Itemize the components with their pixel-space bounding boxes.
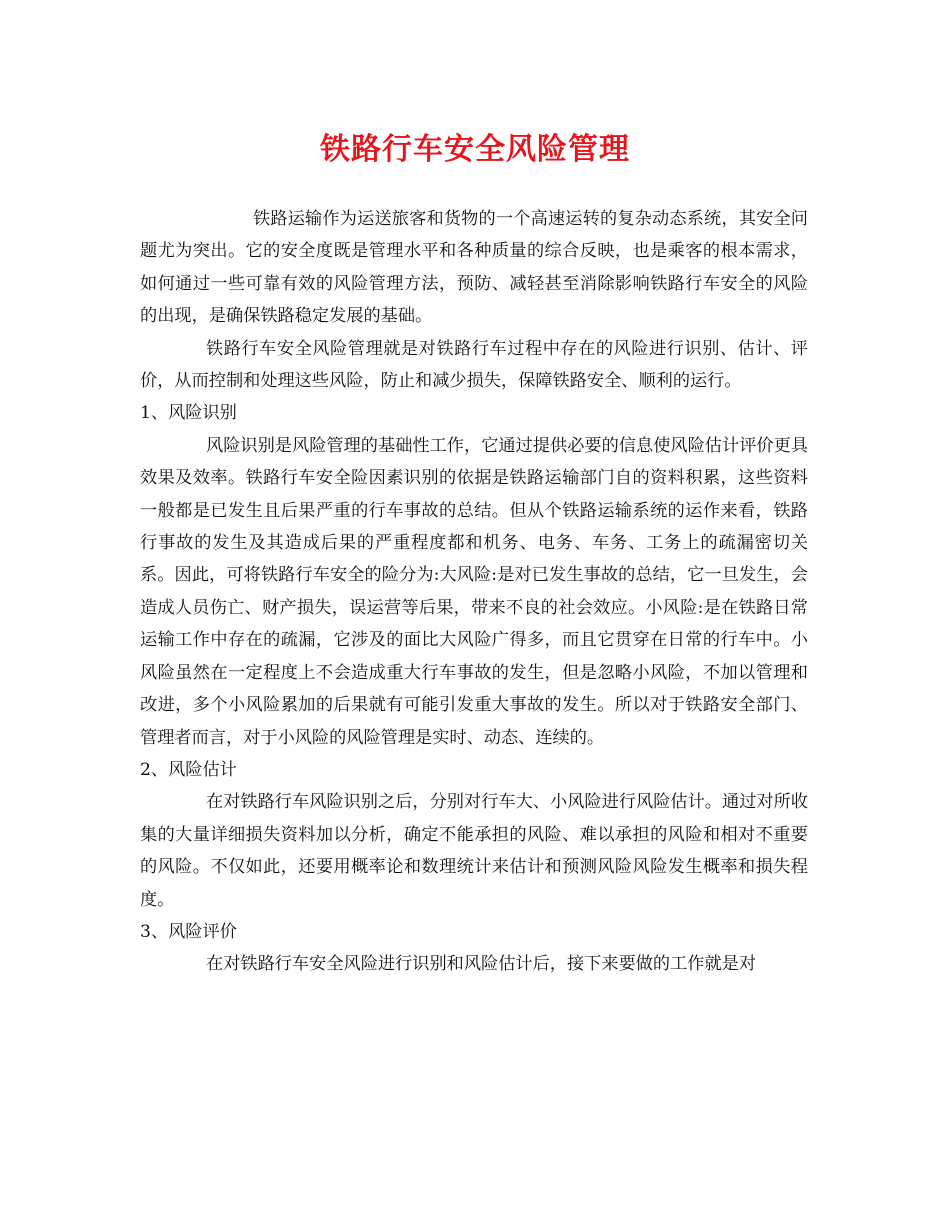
- section-paragraph-risk-estimation: 在对铁路行车风险识别之后，分别对行车大、小风险进行风险估计。通过对所收集的大量详细损失资料加以分析，确定不能承担的风险、难以承担的风险和相对不重要的风险。不仅如此，还要用概率论和数理统计来估计和预测风险风险发生概率和损失程度。: [140, 792, 808, 910]
- intro-paragraph-2: 铁路行车安全风险管理就是对铁路行车过程中存在的风险进行识别、估计、评价，从而控制和处理这些风险，防止和减少损失，保障铁路安全、顺利的运行。: [140, 338, 808, 392]
- intro-paragraph-1: 铁路运输作为运送旅客和货物的一个高速运转的复杂动态系统，其安全问题尤为突出。它的安全度既是管理水平和各种质量的综合反映，也是乘客的根本需求，如何通过一些可靠有效的风险管理方法，预防、减轻甚至消除影响铁路行车安全的风险的出现，是确保铁路稳定发展的基础。: [140, 209, 808, 327]
- section-paragraph-risk-identification: 风险识别是风险管理的基础性工作，它通过提供必要的信息使风险估计评价更具效果及效率。铁路行车安全险因素识别的依据是铁路运输部门自的资料积累，这些资料一般都是已发生且后果严重的行车事故的总结。但从个铁路运输系统的运作来看，铁路行事故的发生及其造成后果的严重程度都和机务、电务、车务、工务上的疏漏密切关系。因此，可将铁路行车安全的险分为:大风险:是对已发生事故的总结，它一旦发生，会造成人员伤亡、财产损失，误运营等后果，带来不良的社会效应。小风险:是在铁路日常运输工作中存在的疏漏，它涉及的面比大风险广得多，而且它贯穿在日常的行车中。小风险虽然在一定程度上不会造成重大行车事故的发生，但是忽略小风险，不加以管理和改进，多个小风险累加的后果就有可能引发重大事故的发生。所以对于铁路安全部门、管理者而言，对于小风险的风险管理是实时、动态、连续的。: [140, 435, 808, 748]
- section-heading-risk-identification: 1、风险识别: [140, 403, 237, 424]
- document-title: 铁路行车安全风险管理: [320, 132, 630, 167]
- section-heading-risk-evaluation: 3、风险评价: [140, 921, 237, 942]
- section-paragraph-risk-evaluation: 在对铁路行车安全风险进行识别和风险估计后，接下来要做的工作就是对: [206, 954, 757, 975]
- document-body: [140, 203, 808, 981]
- section-heading-risk-estimation: 2、风险估计: [140, 759, 237, 780]
